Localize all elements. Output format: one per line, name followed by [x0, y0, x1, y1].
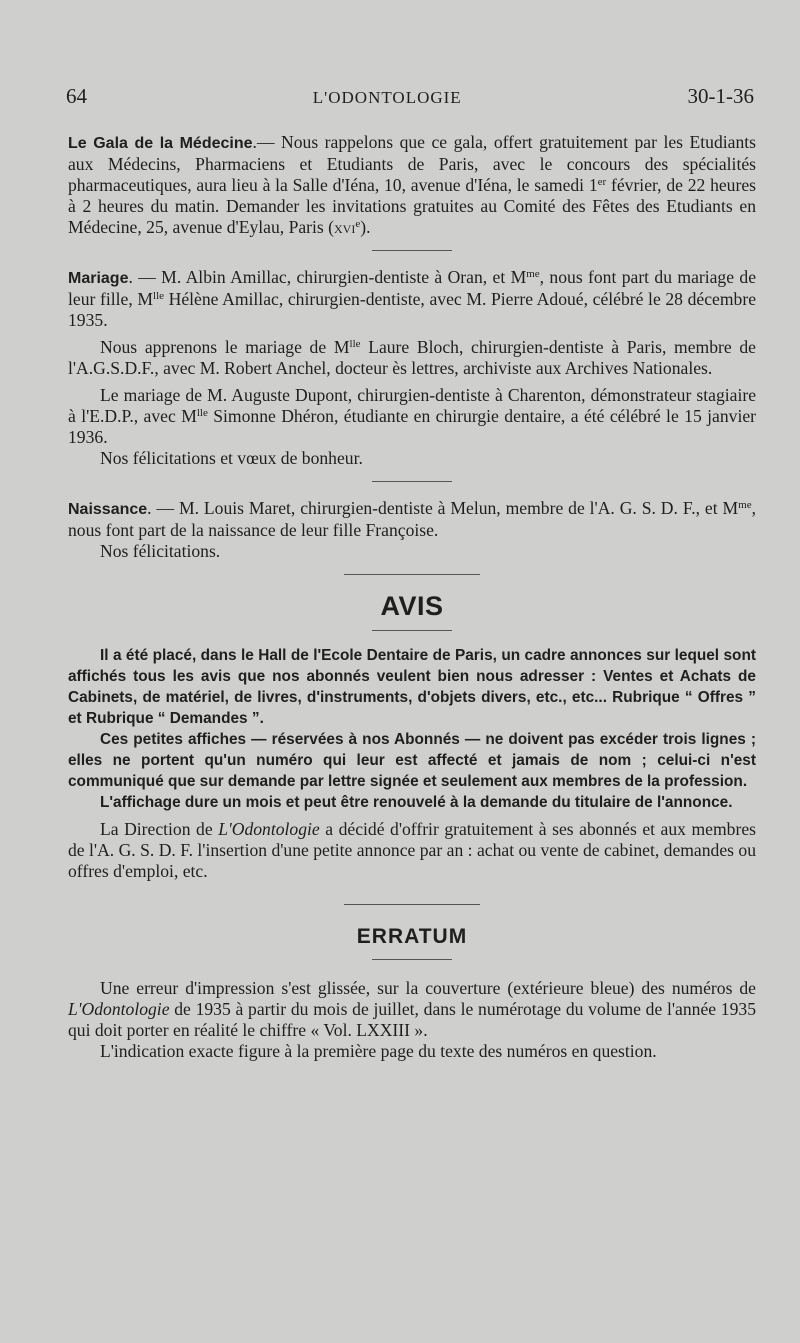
- avis-bold-block: [68, 645, 756, 813]
- erratum-paragraph-2: L'indication exacte figure à la première page du texte des numéros en question.: [100, 1041, 657, 1061]
- mariage-paragraph-3: Le mariage de M. Auguste Dupont, chirurgien-dentiste à Charenton, démonstrateur stagiaire à l'E.D.P., avec $M^{lle}$ Simonne Dhéron, étudiante en chirurgie dentaire, a été célébré le 15 janvier 1936.: [68, 385, 757, 447]
- separator-rule: [372, 630, 452, 631]
- separator-rule: [372, 481, 452, 482]
- gala-heading: Le Gala de la Médecine: [68, 135, 253, 152]
- avis-paragraph-2: Ces petites affiches — réservées à nos Abonnés — ne doivent pas excéder trois lignes ; elles ne portent qu'un numéro qui leur est affecté et jamais de nom ; celui-ci n'est communiqué que sur demande par lettre signée et seulement aux membres de la profession.: [68, 731, 756, 790]
- separator-rule: [344, 574, 480, 575]
- page-number: 64: [66, 84, 87, 108]
- erratum-paragraph-1: Une erreur d'impression s'est glissée, sur la couverture (extérieure bleue) des numéros de L'Odontologie de 1935 à partir du mois de juillet, dans le numérotage du volume de l'année 1935 qui doit porter en réalité le chiffre « Vol. LXXIII ».: [68, 978, 756, 1040]
- naissance-heading: Naissance: [68, 501, 148, 518]
- avis-paragraph-1: Il a été placé, dans le Hall de l'Ecole Dentaire de Paris, un cadre annonces sur lequel sont affichés tous les avis que nos abonnés veulent bien nous adresser : Ventes et Achats de Cabinets, de matériel, de livres, d'instruments, d'objets divers, etc., etc... Rubrique “ Offres ” et Rubrique “ Demandes ”.: [68, 647, 756, 727]
- journal-title: L'ODONTOLOGIE: [312, 88, 462, 107]
- page-content: [68, 132, 756, 1062]
- avis-paragraph-4: La Direction de L'Odontologie a décidé d'offrir gratuitement à ses abonnés et aux membres de l'A. G. S. D. F. l'insertion d'une petite annonce par an : achat ou vente de cabinet, demandes ou offres d'emploi, etc.: [68, 819, 756, 881]
- mariage-heading: Mariage: [68, 270, 129, 287]
- page-header: [66, 84, 754, 112]
- mariage-paragraph-4: Nos félicitations et vœux de bonheur.: [100, 448, 363, 468]
- mariage-paragraph-2: Nous apprenons le mariage de $M^{lle}$ Laure Bloch, chirurgien-dentiste à Paris, membre de l'A.G.S.D.F., avec M. Robert Anchel, docteur ès lettres, archiviste aux Archives Nationales.: [68, 337, 756, 378]
- separator-rule: [372, 959, 452, 960]
- avis-paragraph-3: L'affichage dure un mois et peut être renouvelé à la demande du titulaire de l'annonce.: [100, 794, 733, 811]
- naissance-paragraph-1: Naissance. — M. Louis Maret, chirurgien-dentiste à Melun, membre de l'A. G. S. D. F., et $M^{me}$, nous font part de la naissance de leur fille Françoise.: [68, 498, 756, 540]
- naissance-paragraph-2: Nos félicitations.: [100, 541, 221, 561]
- separator-rule: [344, 904, 480, 905]
- gala-paragraph: Le Gala de la Médecine.— Nous rappelons que ce gala, offert gratuitement par les Etudiants aux Médecins, Pharmaciens et Etudiants de Paris, avec le concours des spécialités pharmaceutiques, aura lieu à la Salle d'Iéna, 10, avenue d'Iéna, le samedi 1er février, de 22 heures à 2 heures du matin. Demander les invitations gratuites au Comité des Fêtes des Etudiants en Médecine, 25, avenue d'Eylau, Paris (xvi$^e$).: [68, 132, 756, 237]
- issue-date: 30-1-36: [687, 84, 754, 108]
- separator-rule: [372, 250, 452, 251]
- avis-title: AVIS: [380, 591, 444, 621]
- mariage-paragraph-1: Mariage. — M. Albin Amillac, chirurgien-dentiste à Oran, et $M^{me}$, nous font part du mariage de leur fille, $M^{lle}$ Hélène Amillac, chirurgien-dentiste, avec M. Pierre Adoué, célébré le 28 décembre 1935.: [68, 267, 757, 330]
- erratum-title: ERRATUM: [356, 925, 468, 948]
